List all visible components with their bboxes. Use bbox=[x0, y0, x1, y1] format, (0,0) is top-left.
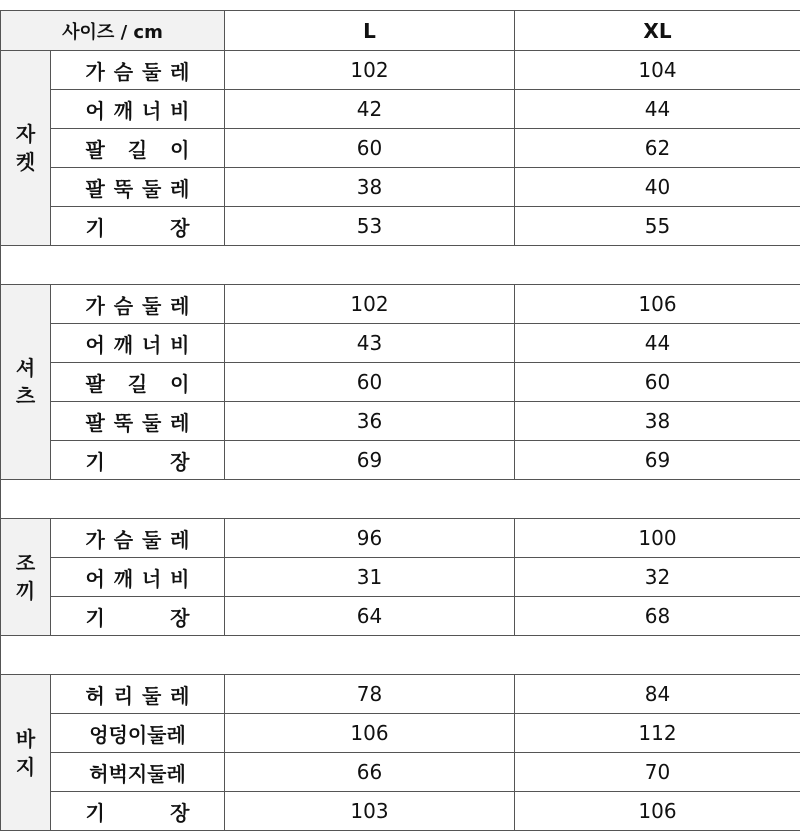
size-l-value: 96 bbox=[225, 519, 515, 558]
measurement-label-cell bbox=[51, 324, 225, 363]
size-l-value: 43 bbox=[225, 324, 515, 363]
size-l-value: 42 bbox=[225, 90, 515, 129]
measurement-label-cell bbox=[51, 753, 225, 792]
separator-cell bbox=[1, 636, 800, 675]
measurement-label-cell bbox=[51, 675, 225, 714]
size-xl-value: 55 bbox=[515, 207, 800, 246]
table-row bbox=[1, 402, 800, 441]
size-l-value: 38 bbox=[225, 168, 515, 207]
category-cell bbox=[1, 51, 51, 246]
measurement-label: 어 깨 너 비 bbox=[86, 563, 190, 592]
measurement-label-cell bbox=[51, 714, 225, 753]
size-xl-value: 32 bbox=[515, 558, 800, 597]
measurement-label-cell bbox=[51, 207, 225, 246]
size-xl-value: 106 bbox=[515, 285, 800, 324]
category-name-char: 지 bbox=[1, 753, 50, 781]
size-l-value: 60 bbox=[225, 129, 515, 168]
section-separator bbox=[1, 636, 800, 675]
measurement-label-cell bbox=[51, 402, 225, 441]
separator-cell bbox=[1, 480, 800, 519]
table-row bbox=[1, 597, 800, 636]
measurement-label: 엉덩이둘레 bbox=[86, 719, 190, 748]
measurement-label: 가 슴 둘 레 bbox=[86, 524, 190, 553]
category-name-char: 츠 bbox=[1, 382, 50, 410]
section-separator bbox=[1, 480, 800, 519]
measurement-label: 가 슴 둘 레 bbox=[86, 290, 190, 319]
measurement-label: 기 장 bbox=[86, 212, 190, 241]
size-xl-value: 68 bbox=[515, 597, 800, 636]
category-name-char: 끼 bbox=[1, 577, 50, 605]
size-l-value: 36 bbox=[225, 402, 515, 441]
measurement-label-cell bbox=[51, 168, 225, 207]
category-cell bbox=[1, 675, 51, 831]
size-l-value: 102 bbox=[225, 51, 515, 90]
measurement-label-cell bbox=[51, 792, 225, 831]
category-name-char: 켓 bbox=[1, 148, 50, 176]
measurement-label-cell bbox=[51, 51, 225, 90]
measurement-label-cell bbox=[51, 90, 225, 129]
size-l-value: 31 bbox=[225, 558, 515, 597]
measurement-label: 어 깨 너 비 bbox=[86, 329, 190, 358]
size-xl-value: 100 bbox=[515, 519, 800, 558]
measurement-label: 허 리 둘 레 bbox=[86, 680, 190, 709]
table-row bbox=[1, 51, 800, 90]
size-xl-value: 106 bbox=[515, 792, 800, 831]
category-name-char: 조 bbox=[1, 549, 50, 577]
category-name-char: 셔 bbox=[1, 354, 50, 382]
size-l-value: 102 bbox=[225, 285, 515, 324]
size-l-value: 66 bbox=[225, 753, 515, 792]
size-l-value: 103 bbox=[225, 792, 515, 831]
size-xl-value: 60 bbox=[515, 363, 800, 402]
table-row bbox=[1, 207, 800, 246]
size-l-value: 78 bbox=[225, 675, 515, 714]
size-chart-table bbox=[0, 10, 800, 831]
measurement-label: 팔 길 이 bbox=[86, 134, 190, 163]
table-row bbox=[1, 285, 800, 324]
table-row bbox=[1, 675, 800, 714]
measurement-label-cell bbox=[51, 129, 225, 168]
measurement-label: 팔 길 이 bbox=[86, 368, 190, 397]
table-row bbox=[1, 324, 800, 363]
measurement-label-cell bbox=[51, 441, 225, 480]
measurement-label-cell bbox=[51, 519, 225, 558]
measurement-label: 허벅지둘레 bbox=[86, 758, 190, 787]
measurement-label: 기 장 bbox=[86, 797, 190, 826]
measurement-label-cell bbox=[51, 363, 225, 402]
measurement-label: 어 깨 너 비 bbox=[86, 95, 190, 124]
measurement-label-cell bbox=[51, 558, 225, 597]
separator-cell bbox=[1, 246, 800, 285]
header-row bbox=[1, 11, 800, 51]
size-l-value: 60 bbox=[225, 363, 515, 402]
table-body bbox=[1, 51, 800, 831]
size-l-value: 106 bbox=[225, 714, 515, 753]
table-row bbox=[1, 519, 800, 558]
size-xl-value: 44 bbox=[515, 324, 800, 363]
size-xl-value: 62 bbox=[515, 129, 800, 168]
table-row bbox=[1, 168, 800, 207]
measurement-label: 기 장 bbox=[86, 602, 190, 631]
size-xl-value: 112 bbox=[515, 714, 800, 753]
measurement-label: 팔 뚝 둘 레 bbox=[86, 407, 190, 436]
table-row bbox=[1, 363, 800, 402]
size-l-header: L bbox=[225, 11, 515, 51]
measurement-label-cell bbox=[51, 285, 225, 324]
size-l-value: 64 bbox=[225, 597, 515, 636]
measurement-label: 기 장 bbox=[86, 446, 190, 475]
category-cell bbox=[1, 285, 51, 480]
measurement-label-cell bbox=[51, 597, 225, 636]
size-xl-value: 69 bbox=[515, 441, 800, 480]
category-cell bbox=[1, 519, 51, 636]
measurement-label: 가 슴 둘 레 bbox=[86, 56, 190, 85]
size-xl-value: 104 bbox=[515, 51, 800, 90]
size-xl-value: 44 bbox=[515, 90, 800, 129]
size-xl-header: XL bbox=[515, 11, 800, 51]
table-row bbox=[1, 129, 800, 168]
table-row bbox=[1, 714, 800, 753]
table-row bbox=[1, 558, 800, 597]
size-l-value: 69 bbox=[225, 441, 515, 480]
size-l-value: 53 bbox=[225, 207, 515, 246]
table-row bbox=[1, 753, 800, 792]
table-row bbox=[1, 441, 800, 480]
size-xl-value: 38 bbox=[515, 402, 800, 441]
size-unit-header: 사이즈 / cm bbox=[1, 11, 225, 51]
size-xl-value: 40 bbox=[515, 168, 800, 207]
category-name-char: 자 bbox=[1, 120, 50, 148]
size-xl-value: 84 bbox=[515, 675, 800, 714]
table-row bbox=[1, 792, 800, 831]
size-xl-value: 70 bbox=[515, 753, 800, 792]
measurement-label: 팔 뚝 둘 레 bbox=[86, 173, 190, 202]
category-name-char: 바 bbox=[1, 725, 50, 753]
table-row bbox=[1, 90, 800, 129]
section-separator bbox=[1, 246, 800, 285]
